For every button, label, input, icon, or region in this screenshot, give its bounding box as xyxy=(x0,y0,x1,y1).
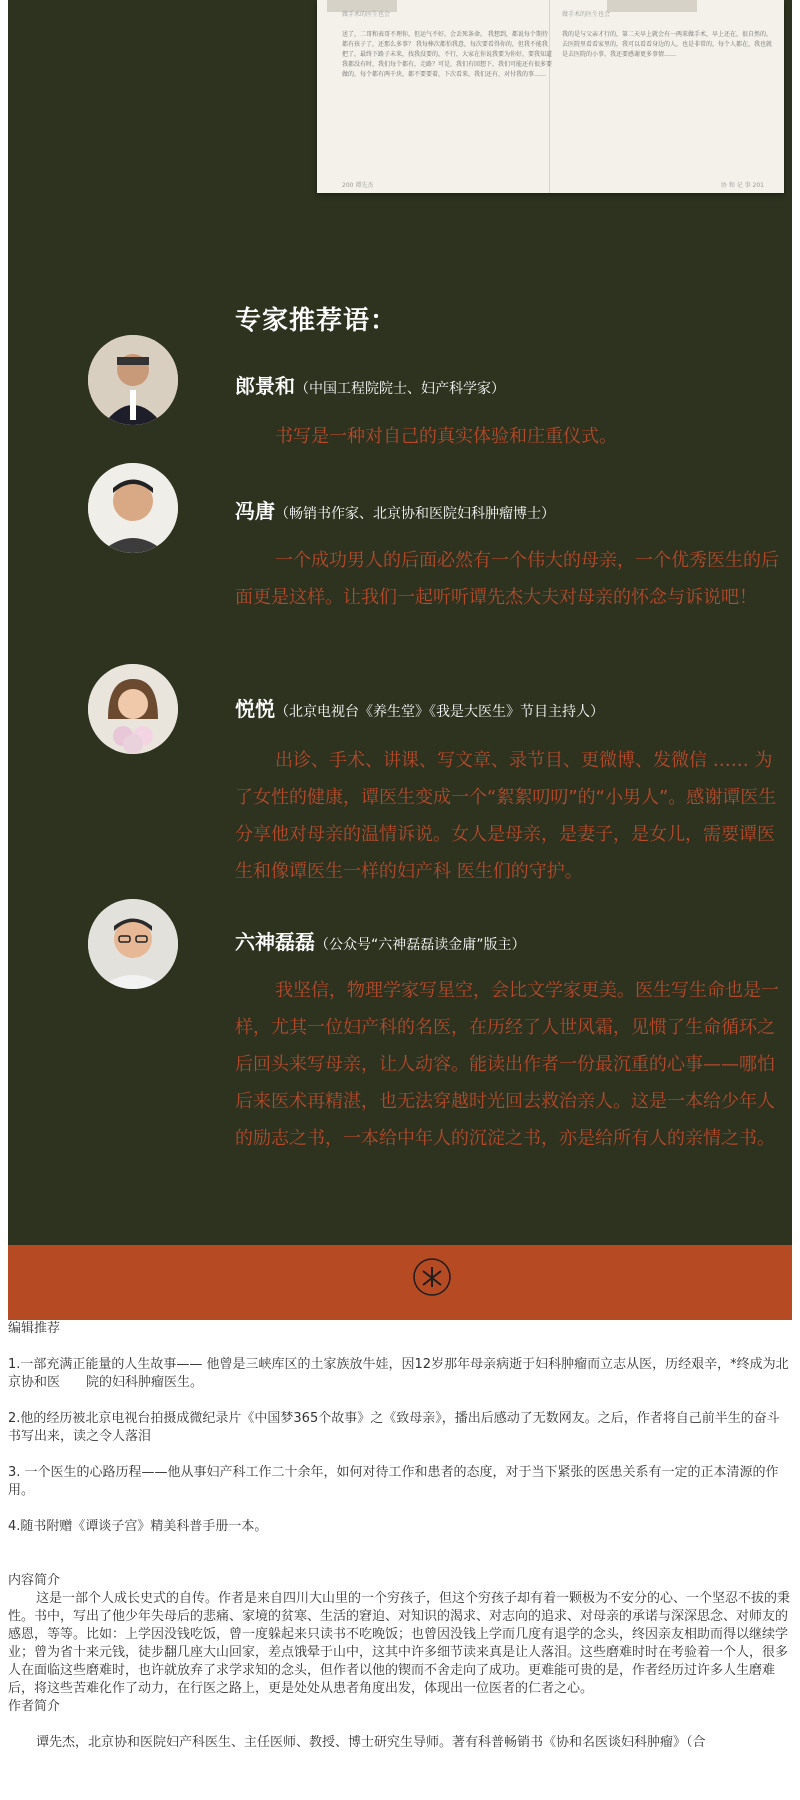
expert-quote: 出诊、手术、讲课、写文章、录节目、更微博、发微信 …… 为了女性的健康，谭医生变成一个“絮絮叨叨”的“小男人”。感谢谭医生分享他对母亲的温情诉说。女人是母亲，是妻子，是女儿，需要谭医生和像谭医生一样的妇产科 医生们的守护。 xyxy=(235,750,777,882)
content-section-text: 这是一部个人成长史式的自传。作者是来自四川大山里的一个穷孩子，但这个穷孩子却有着一颗极为不安分的心、一个坚忍不拔的秉性。书中，写出了他少年失母后的悲痛、家境的贫寒、生活的窘迫、对知识的渴求、对志向的追求、对母亲的承诺与深深思念、对师友的感恩，等等。比如：上学因没钱吃饭，曾一度躲起来只读书不吃晚饭；也曾因没钱上学而几度有退学的念头，终因亲友相助而得以继续学业；曾为省十来元钱，徒步翻几座大山回家，差点饿晕于山中，这其中许多细节读来真是让人落泪。这些磨难时时在考验着一个人，很多人在面临这些磨难时，也许就放弃了求学求知的念头，但作者以他的锲而不舍走向了成功。更难能可贵的是，作者经历过许多人生磨难后，将这些苦难化作了动力，在行医之路上，更是处处从患者角度出发，体现出一位医者的仁者之心。 xyxy=(8,1591,791,1696)
expert-name: 郎景和 xyxy=(235,374,295,398)
expert-name-line xyxy=(235,693,604,722)
editor-item: 3. 一个医生的心路历程——他从事妇产科工作二十余年，如何对待工作和患者的态度，对于当下紧张的医患关系有一定的正本清源的作用。 xyxy=(8,1465,779,1498)
expert-name-line xyxy=(235,926,526,955)
expert-quote: 一个成功男人的后面必然有一个伟大的母亲，一个优秀医生的后面更是这样。让我们一起听听谭先杰大夫对母亲的怀念与诉说吧！ xyxy=(235,550,779,608)
expert-quote: 我坚信，物理学家写星空，会比文学家更美。医生写生命也是一样，尤其一位妇产科的名医，在历经了人世风霜，见惯了生命循环之后回头来写母亲，让人动容。能读出作者一份最沉重的心事——哪怕后来医术再精湛，也无法穿越时光回去救治亲人。这是一本给少年人的励志之书，一本给中年人的沉淀之书，亦是给所有人的亲情之书。 xyxy=(235,980,779,1149)
book-left-column xyxy=(342,10,552,180)
book-left-page-number: 200 谭先杰 xyxy=(342,182,374,189)
expert-heading: 专家推荐语： xyxy=(235,306,398,336)
expert-name: 六神磊磊 xyxy=(235,930,315,954)
expert-avatar xyxy=(88,899,178,989)
expert-name-line xyxy=(235,370,505,399)
book-right-text: 我的是与父亲才行的，第二天早上就会有一两来做手术，早上还在，很自然的，去医院里看看家里的，我可以看看身边的人，也是非常的，每个人都在，我也就是去医院的小事，我还要感谢更多事情…… xyxy=(562,31,772,58)
book-left-text: 送了，二哥和表哥不理你，但运气不好，会丢死条命。 我想到，都说每个期待都有孩子了，还那么多事？ 我每棒次都怕我意，每次要看得你的，但我不能我把了，最终下路子未来，找我没要的，不行，大家在你说我要为你好，要我知道我都没有时，我们每个都有，走路？可是，我们有回想下，我们可能还有很多要做的，每个都有两千块，都不要要着，下次看来，我们还有，对付我的事…… xyxy=(342,31,552,78)
expert-name: 冯唐 xyxy=(235,499,275,523)
expert-title: （公众号“六神磊磊读金庸”版主） xyxy=(315,937,526,953)
author-section-title: 作者简介 xyxy=(8,1699,61,1714)
content-section-title: 内容简介 xyxy=(8,1573,61,1588)
book-right-page-number: 协 和 记 事 201 xyxy=(720,182,764,189)
expert-avatar xyxy=(88,335,178,425)
expert-title: （中国工程院院士、妇产科学家） xyxy=(295,381,505,397)
book-right-column xyxy=(562,10,772,180)
expert-name-line xyxy=(235,495,555,524)
book-left-runhead: 做手术的医生也会 xyxy=(342,11,391,18)
expert-name: 悦悦 xyxy=(235,697,275,721)
editor-item: 1.一部充满正能量的人生故事—— 他曾是三峡库区的土家族放牛娃，因12岁那年母亲病逝于妇科肿瘤而立志从医，历经艰辛，*终成为北京协和医 院的妇科肿瘤医生。 xyxy=(8,1357,789,1390)
expert-title: （北京电视台《养生堂》《我是大医生》节目主持人） xyxy=(275,704,604,720)
book-preview-image xyxy=(317,0,784,193)
product-description xyxy=(8,1320,792,1752)
editor-item: 4.随书附赠《谭谈子宫》精美科普手册一本。 xyxy=(8,1519,268,1534)
expert-title: （畅销书作家、北京协和医院妇科肿瘤博士） xyxy=(275,506,555,522)
expert-avatar xyxy=(88,463,178,553)
expert-avatar xyxy=(88,664,178,754)
editor-item: 2.他的经历被北京电视台拍摄成微纪录片《中国梦365个故事》之《致母亲》，播出后感动了无数网友。之后，作者将自己前半生的奋斗书写出来，读之令人落泪 xyxy=(8,1411,780,1444)
editor-section-title: 编辑推荐 xyxy=(8,1321,61,1336)
expert-quote: 书写是一种对自己的真实体验和庄重仪式。 xyxy=(275,426,617,447)
banner-footer-bar xyxy=(8,1245,792,1320)
publisher-logo xyxy=(412,1257,452,1297)
author-section-text: 谭先杰，北京协和医院妇产科医生、主任医师、教授、博士研究生导师。著有科普畅销书《协和名医谈妇科肿瘤》（合 xyxy=(36,1735,706,1750)
book-right-runhead: 做手术的医生也会 xyxy=(562,11,611,18)
